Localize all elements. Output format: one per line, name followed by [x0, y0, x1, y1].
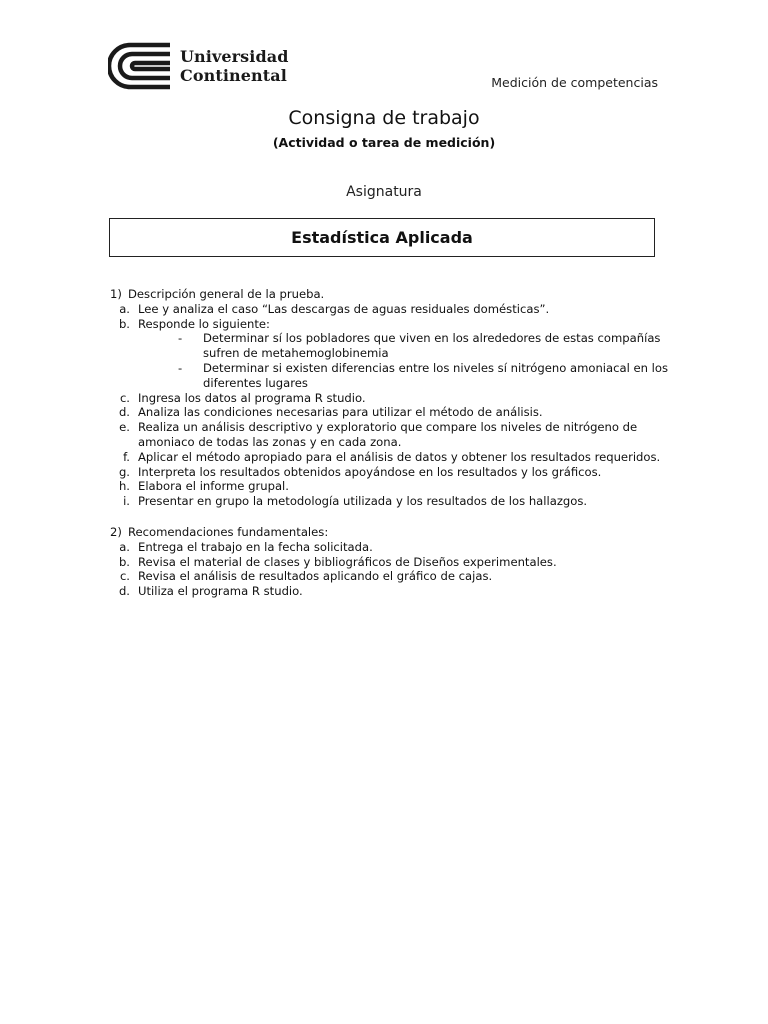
item-text: Lee y analiza el caso “Las descargas de aguas residuales domésticas”. [138, 301, 550, 316]
section-number: 2) [110, 524, 122, 539]
item-letter: g. [118, 464, 130, 479]
list-item [110, 391, 670, 406]
list-item [110, 302, 670, 317]
asignatura-label: Asignatura [346, 184, 422, 200]
item-letter: i. [123, 494, 130, 509]
item-text: Entrega el trabajo en la fecha solicitada. [138, 539, 373, 554]
sub-item-dash: - [178, 360, 183, 375]
item-text: Utiliza el programa R studio. [138, 584, 303, 599]
item-letter: b. [118, 554, 130, 569]
logo-line-2: Continental [180, 66, 287, 85]
item-text: Analiza las condiciones necesarias para utilizar el método de análisis. [138, 405, 543, 420]
item-letter: a. [119, 539, 130, 554]
item-text: Ingresa los datos al programa R studio. [138, 390, 366, 405]
list-item [110, 405, 670, 420]
item-letter: b. [118, 316, 130, 331]
course-name-box [109, 218, 655, 257]
section-number: 1) [110, 287, 122, 301]
sub-list-item [110, 361, 670, 391]
item-text: Responde lo siguiente: [138, 316, 270, 331]
list-item [110, 540, 670, 555]
sub-item-text: Determinar sí los pobladores que viven en los alrededores de estas compañías sufren de metahemoglobinemia [203, 331, 661, 361]
list-item [110, 494, 670, 509]
item-letter: d. [118, 584, 130, 599]
sub-list-item [110, 331, 670, 361]
item-text: Interpreta los resultados obtenidos apoyándose en los resultados y los gráficos. [138, 464, 602, 479]
list-item [110, 317, 670, 332]
course-name: Estadística Aplicada [291, 228, 473, 247]
item-letter: a. [119, 301, 130, 316]
sub-item-text: Determinar si existen diferencias entre los niveles sí nitrógeno amoniacal en los diferentes lugares [203, 360, 669, 390]
section-heading: Descripción general de la prueba. [128, 287, 325, 301]
list-item [110, 584, 670, 599]
section-heading: Recomendaciones fundamentales: [128, 524, 329, 539]
item-letter: e. [119, 420, 130, 435]
logo-line-1: Universidad [180, 47, 289, 66]
item-letter: d. [118, 405, 130, 420]
list-item [110, 420, 670, 450]
section-1-heading [110, 287, 670, 302]
item-text: Elabora el informe grupal. [138, 479, 289, 494]
item-text: Revisa el material de clases y bibliográficos de Diseños experimentales. [138, 554, 557, 569]
list-item [110, 450, 670, 465]
item-letter: c. [119, 569, 130, 584]
page-subtitle: (Actividad o tarea de medición) [272, 135, 496, 150]
sub-item-dash: - [178, 331, 183, 346]
list-item [110, 465, 670, 480]
university-logo [108, 42, 289, 90]
list-item [110, 569, 670, 584]
document-body [110, 287, 670, 599]
section-2-heading [110, 525, 670, 540]
item-text: Aplicar el método apropiado para el análisis de datos y obtener los resultados requeridos. [138, 449, 661, 464]
item-text: Presentar en grupo la metodología utilizada y los resultados de los hallazgos. [138, 494, 588, 509]
list-item [110, 479, 670, 494]
item-text: Realiza un análisis descriptivo y exploratorio que compare los niveles de nitrógeno de amoniaco de todas las zonas y en cada zona. [138, 420, 638, 449]
page-title: Consigna de trabajo [288, 107, 480, 129]
item-letter: c. [119, 390, 130, 405]
university-logo-icon [108, 42, 172, 90]
item-letter: f. [123, 449, 130, 464]
list-item [110, 555, 670, 570]
item-text: Revisa el análisis de resultados aplicando el gráfico de cajas. [138, 569, 493, 584]
header-right-text: Medición de competencias [491, 75, 658, 90]
item-letter: h. [118, 479, 130, 494]
